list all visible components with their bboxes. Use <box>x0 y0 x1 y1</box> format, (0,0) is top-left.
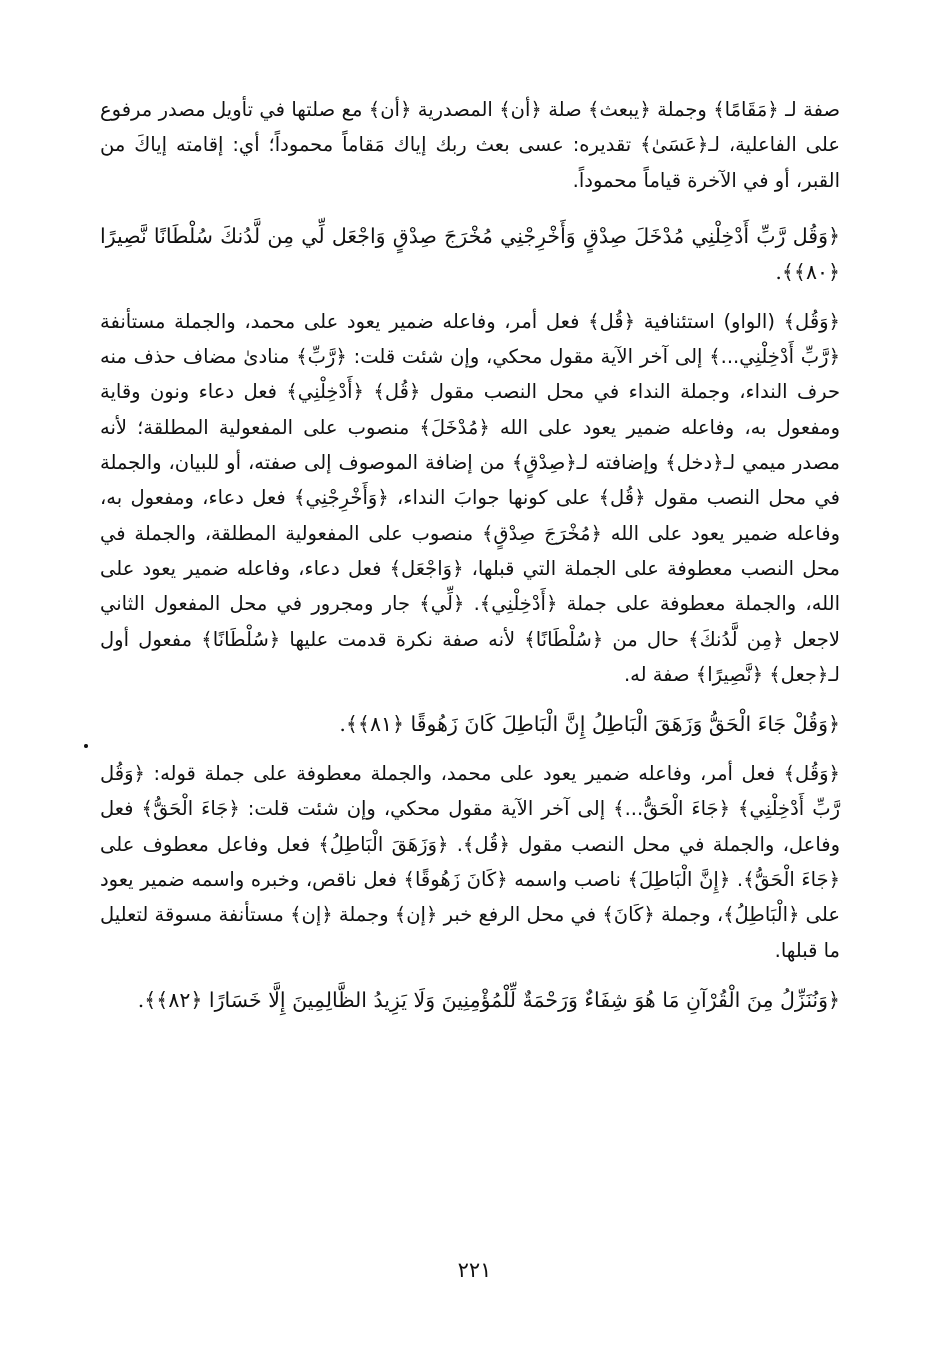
page-number: ٢٢١ <box>457 1258 492 1282</box>
verse-81: ﴿وَقُلْ جَاءَ الْحَقُّ وَزَهَقَ الْبَاطِلُ إِنَّ الْبَاطِلَ كَانَ زَهُوقًا ﴿٨١﴾﴾. <box>339 712 840 737</box>
paragraph-intro: صفة لـ ﴿مَقَامًا﴾ وجملة ﴿يبعث﴾ صلة ﴿أن﴾ المصدرية ﴿أن﴾ مع صلتها في تأويل مصدر مرفوع على الفاعلية، لـ﴿عَسَىٰ﴾ تقديره: عسى بعث ربك إياك مَقاماً محموداً؛ أي: إقامته إياكَ من القبر، أو في الآخرة قياماً محموداً. <box>100 98 840 192</box>
verse-80: ﴿وَقُل رَّبِّ أَدْخِلْنِي مُدْخَلَ صِدْقٍ وَأَخْرِجْنِي مُخْرَجَ صِدْقٍ وَاجْعَل لِّي مِن لَّدُنكَ سُلْطَانًا نَّصِيرًا ﴿٨٠﴾﴾. <box>100 223 840 284</box>
paragraph-analysis-81: ﴿وَقُل﴾ فعل أمر، وفاعله ضمير يعود على محمد، والجملة معطوفة على جملة قوله: ﴿وَقُل رَّبِّ أَدْخِلْنِي﴾ ﴿جَاءَ الْحَقُّ...﴾ إلى آخر الآية مقول محكي، وإن شئت قلت: ﴿جَاءَ الْحَقُّ﴾ فعل وفاعل، والجملة في محل النصب مقول ﴿قُل﴾. ﴿وَزَهَقَ الْبَاطِلُ﴾ فعل وفاعل معطوف على ﴿جَاءَ الْحَقُّ﴾. ﴿إِنَّ الْبَاطِلَ﴾ ناصب واسمه ﴿كَانَ زَهُوقًا﴾ فعل ناقص، وخبره واسمه ضمير يعود على ﴿الْبَاطِلُ﴾، وجملة ﴿كَانَ﴾ في محل الرفع خبر ﴿إن﴾ وجملة ﴿إن﴾ مستأنفة مسوقة لتعليل ما قبلها. <box>100 762 840 962</box>
paragraph-analysis-80: ﴿وَقُل﴾ (الواو) استئنافية ﴿قُل﴾ فعل أمر، وفاعله ضمير يعود على محمد، والجملة مستأنفة ﴿رَّبِّ أَدْخِلْنِي...﴾ إلى آخر الآية مقول محكي، وإن شئت قلت: ﴿رَّبِّ﴾ منادىٰ مضاف حذف منه حرف النداء، وجملة النداء في محل النصب مقول ﴿قُل﴾ ﴿أَدْخِلْنِي﴾ فعل دعاء ونون وقاية ومفعول به، وفاعله ضمير يعود على الله ﴿مُدْخَلَ﴾ منصوب على المفعولية المطلقة؛ لأنه مصدر ميمي لـ﴿دخل﴾ وإضافته لـ﴿صِدْقٍ﴾ من إضافة الموصوف إلى صفته، أو للبيان، والجملة في محل النصب مقول ﴿قُل﴾ على كونها جوابَ النداء، ﴿وَأَخْرِجْنِي﴾ فعل دعاء، ومفعول به، وفاعله ضمير يعود على الله ﴿مُخْرَجَ صِدْقٍ﴾ منصوب على المفعولية المطلقة، والجملة في محل النصب معطوفة على الجملة التي قبلها، ﴿وَاجْعَل﴾ فعل دعاء، وفاعله ضمير يعود على الله، والجملة معطوفة على جملة ﴿أَدْخِلْنِي﴾. ﴿لِّي﴾ جار ومجرور في محل المفعول الثاني لاجعل ﴿مِن لَّدُنكَ﴾ حال من ﴿سُلْطَانًا﴾ لأنه صفة نكرة قدمت عليها ﴿سُلْطَانًا﴾ مفعول أول لـ﴿جعل﴾ ﴿نَّصِيرًا﴾ صفة له. <box>100 309 840 686</box>
page-content <box>100 92 840 1032</box>
verse-82: ﴿وَنُنَزِّلُ مِنَ الْقُرْآنِ مَا هُوَ شِفَاءٌ وَرَحْمَةٌ لِّلْمُؤْمِنِينَ وَلَا يَزِيدُ الظَّالِمِينَ إِلَّا خَسَارًا ﴿٨٢﴾﴾. <box>137 987 840 1012</box>
margin-dot <box>84 744 88 748</box>
